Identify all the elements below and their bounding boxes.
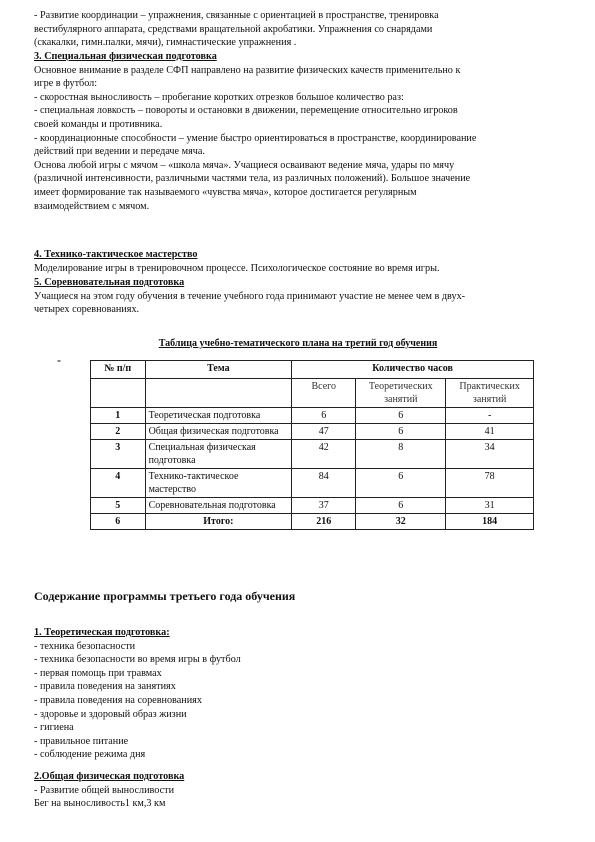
text-line: Основное внимание в разделе СФП направлено на развитие физических качеств применительно к (34, 64, 461, 76)
text-line: - специальная ловкость – повороты и остановки в движении, перемещение относительно игроков (34, 105, 458, 117)
table-row (91, 498, 534, 514)
list-item: - первая помощь при травмах (34, 667, 162, 679)
text-line: имеет формирование так называемого «чувства мяча», которое достигается регулярным (34, 186, 417, 198)
row-theory: 6 (356, 424, 446, 440)
row-total: 37 (292, 498, 356, 514)
row-num: 5 (91, 498, 146, 514)
header-num: № п/п (91, 361, 146, 379)
subheader-total: Всего (292, 379, 356, 408)
row-topic: Специальная физическая подготовка (145, 440, 292, 469)
text-line: своей команды и противника. (34, 118, 163, 130)
list-item: - техника безопасности во время игры в футбол (34, 654, 241, 666)
section-technique-tactics (34, 248, 560, 275)
table-header-row (91, 361, 534, 379)
list-item: - правила поведения на соревнованиях (34, 694, 202, 706)
total-label: Итого: (145, 514, 292, 530)
row-num: 3 (91, 440, 146, 469)
header-topic: Тема (145, 361, 292, 379)
list-item: - здоровье и здоровый образ жизни (34, 708, 187, 720)
row-topic: Общая физическая подготовка (145, 424, 292, 440)
text-line: вестибулярного аппарата, средствами вращательной акробатики. Упражнения со снарядами (34, 23, 433, 35)
ofp-section (34, 770, 560, 811)
total-num: 6 (91, 514, 146, 530)
row-practice: 78 (446, 469, 534, 498)
list-item: - Развитие общей выносливости (34, 784, 175, 796)
section-special-training (34, 50, 560, 213)
row-total: 6 (292, 408, 356, 424)
list-item: - правильное питание (34, 735, 129, 747)
stray-dash: - (57, 353, 61, 367)
table-subheader-row (91, 379, 534, 408)
text-line: - скоростная выносливость – пробегание коротких отрезков большое количество раз: (34, 91, 404, 103)
subheader-theory: Теоретических занятий (356, 379, 446, 408)
table-title: Таблица учебно-тематического плана на третий год обучения (158, 338, 438, 349)
program-title: Содержание программы третьего года обучения (34, 589, 296, 603)
theory-section (34, 626, 560, 762)
subheader-practice: Практических занятий (446, 379, 534, 408)
list-item: Бег на выносливость1 км,3 км (34, 798, 166, 810)
row-num: 4 (91, 469, 146, 498)
section-heading: 4. Технико-тактическое мастерство (34, 249, 198, 260)
empty-cell (91, 379, 146, 408)
text-line: игре в футбол: (34, 78, 98, 90)
text-line: действий при ведении и передаче мяча. (34, 146, 205, 158)
list-item: - соблюдение режима дня (34, 749, 146, 761)
row-practice: - (446, 408, 534, 424)
text-line: - Развитие координации – упражнения, связанные с ориентацией в пространстве, тренировка (34, 10, 439, 21)
row-topic: Соревновательная подготовка (145, 498, 292, 514)
row-theory: 6 (356, 408, 446, 424)
table-row (91, 424, 534, 440)
row-topic: Теоретическая подготовка (145, 408, 292, 424)
row-theory: 8 (356, 440, 446, 469)
text-line: Моделирование игры в тренировочном процессе. Психологическое состояние во время игры. (34, 262, 440, 274)
list-item: - правила поведения на занятиях (34, 681, 176, 693)
text-line: взаимодействием с мячом. (34, 200, 150, 212)
row-practice: 41 (446, 424, 534, 440)
row-num: 2 (91, 424, 146, 440)
table-row (91, 469, 534, 498)
text-line: Учащиеся на этом году обучения в течение учебного года принимают участие не менее чем в двух- (34, 290, 466, 302)
row-topic: Технико-тактическое мастерство (145, 469, 292, 498)
table-row (91, 440, 534, 469)
text-line: четырех соревнованиях. (34, 304, 140, 316)
total-practice: 184 (446, 514, 534, 530)
section-competition-training (34, 276, 560, 317)
coordination-paragraph (34, 9, 560, 50)
section-heading: 5. Соревновательная подготовка (34, 277, 185, 288)
list-item: - гигиена (34, 722, 74, 734)
empty-cell (145, 379, 292, 408)
header-hours: Количество часов (292, 361, 534, 379)
row-total: 42 (292, 440, 356, 469)
row-practice: 34 (446, 440, 534, 469)
section-heading: 2.Общая физическая подготовка (34, 771, 185, 782)
row-practice: 31 (446, 498, 534, 514)
row-total: 84 (292, 469, 356, 498)
row-theory: 6 (356, 469, 446, 498)
row-num: 1 (91, 408, 146, 424)
curriculum-table (90, 360, 534, 530)
table-row (91, 408, 534, 424)
section-heading: 3. Специальная физическая подготовка (34, 51, 217, 62)
text-line: Основа любой игры с мячом – «школа мяча». Учащиеся осваивают ведение мяча, удары по мячу (34, 159, 455, 171)
total-hours: 216 (292, 514, 356, 530)
list-item: - техника безопасности (34, 640, 136, 652)
section-heading: 1. Теоретическая подготовка: (34, 627, 170, 638)
text-line: (различной интенсивности, различными частями тела, из различных положений). Большое значение (34, 173, 471, 185)
row-total: 47 (292, 424, 356, 440)
total-theory: 32 (356, 514, 446, 530)
table-total-row (91, 514, 534, 530)
text-line: - координационные способности – умение быстро ориентироваться в пространстве, координирование (34, 132, 477, 144)
text-line: (скакалки, гимн.палки, мячи), гимнастические упражнения . (34, 37, 297, 49)
row-theory: 6 (356, 498, 446, 514)
